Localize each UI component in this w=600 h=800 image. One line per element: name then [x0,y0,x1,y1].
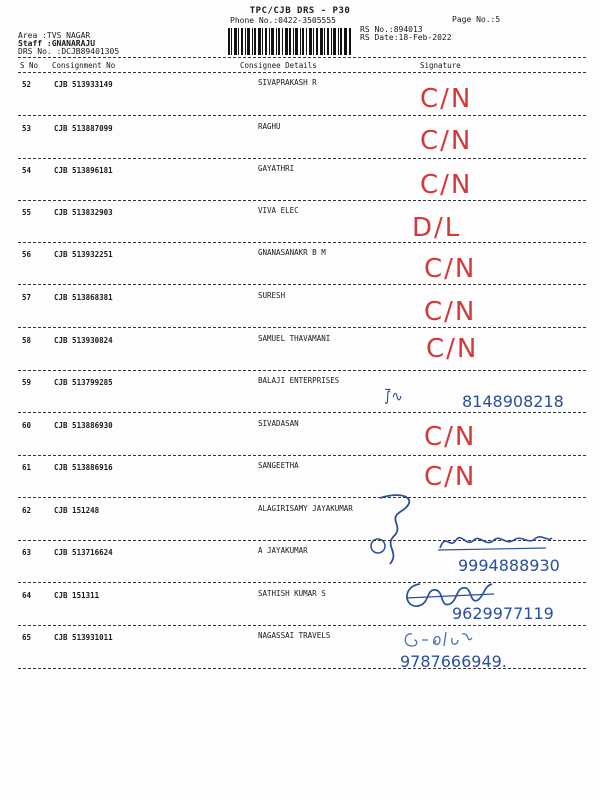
row-consignment: CJB 513716624 [54,548,113,557]
row-sno: 64 [22,591,32,600]
row-signature: 9994888930 [458,556,560,575]
row-consignment: CJB 513896181 [54,166,113,175]
staff-label: Staff :GNANARAJU [18,39,96,48]
row-signature: C/N [420,170,473,200]
row-signature: C/N [420,126,473,156]
row-signature: C/N [424,462,477,492]
row-divider [18,668,586,669]
row-consignment: CJB 513930824 [54,336,113,345]
row-divider [18,582,586,583]
row-divider [18,625,586,626]
row-signature: C/N [424,297,477,327]
row-consignee: SANGEETHA [258,461,299,470]
row-consignment: CJB 513887099 [54,124,113,133]
row-sno: 62 [22,506,32,515]
row-consignee: NAGASSAI TRAVELS [258,631,331,640]
row-divider [18,455,586,456]
row-consignee: BALAJI ENTERPRISES [258,376,340,385]
column-sno: S No [20,61,39,70]
area-label: Area :TVS NAGAR [18,31,91,40]
row-signature: 9629977119 [452,604,554,623]
row-consignment: CJB 151311 [54,591,100,600]
row-divider [18,284,586,285]
signature-scribble [400,578,500,614]
row-signature: C/N [424,254,477,284]
row-divider [18,412,586,413]
row-signature: D/L [412,213,462,243]
row-consignee: SIVADASAN [258,419,299,428]
row-signature: C/N [426,334,479,364]
row-consignment: CJB 513868381 [54,293,113,302]
row-sno: 55 [22,208,32,217]
row-signature: 9787666949. [400,652,507,671]
row-signature: 8148908218 [462,392,564,411]
page-number: Page No.:5 [452,15,501,24]
row-sno: 56 [22,250,32,259]
column-consignee: Consignee Details [240,61,317,70]
row-sno: 59 [22,378,32,387]
row-consignee: SATHISH KUMAR S [258,589,326,598]
signature-scribble-brace [360,490,430,570]
row-consignment: CJB 513886930 [54,421,113,430]
row-sno: 60 [22,421,32,430]
row-signature: C/N [424,422,477,452]
row-consignee: SURESH [258,291,286,300]
row-sno: 61 [22,463,32,472]
row-consignee: RAGHU [258,122,281,131]
row-sno: 54 [22,166,32,175]
row-divider [18,327,586,328]
column-signature: Signature [420,61,461,70]
row-signature: C/N [420,84,473,114]
row-consignment: CJB 513933149 [54,80,113,89]
drs-number: DRS No. :DCJB89401305 [18,47,120,56]
row-sno: 53 [22,124,32,133]
row-consignment: CJB 513886916 [54,463,113,472]
signature-scribble [400,628,480,650]
row-consignee: GNANASANAKR B M [258,248,326,257]
row-consignment: CJB 151248 [54,506,100,515]
column-consignment: Consignment No [52,61,116,70]
rs-date: RS Date:18-Feb-2022 [360,33,452,42]
row-sno: 63 [22,548,32,557]
rs-number: RS No.:894013 [360,25,423,34]
row-sno: 52 [22,80,32,89]
barcode [228,28,352,55]
row-divider [18,497,586,498]
row-signature-scribble: ⨛∿ [384,389,404,405]
row-sno: 65 [22,633,32,642]
row-divider [18,158,586,159]
row-consignment: CJB 513932251 [54,250,113,259]
row-divider [18,115,586,116]
row-divider [18,242,586,243]
row-consignee: SAMUEL THAVAMANI [258,334,331,343]
header-rule-top [18,57,586,58]
row-sno: 57 [22,293,32,302]
row-consignee: SIVAPRAKASH R [258,78,317,87]
row-consignment: CJB 513832903 [54,208,113,217]
row-consignee: VIVA ELEC [258,206,299,215]
row-consignment: CJB 513931011 [54,633,113,642]
signature-scribble [436,528,556,554]
header-rule-bottom [18,72,586,73]
row-consignee: A JAYAKUMAR [258,546,308,555]
row-sno: 58 [22,336,32,345]
row-divider [18,370,586,371]
document-title: TPC/CJB DRS - P30 [249,6,351,16]
row-divider [18,540,586,541]
row-consignment: CJB 513799285 [54,378,113,387]
row-consignee: GAYATHRI [258,164,295,173]
phone-number: Phone No.:0422-3505555 [230,16,336,25]
row-divider [18,200,586,201]
row-consignee: ALAGIRISAMY JAYAKUMAR [258,504,353,513]
